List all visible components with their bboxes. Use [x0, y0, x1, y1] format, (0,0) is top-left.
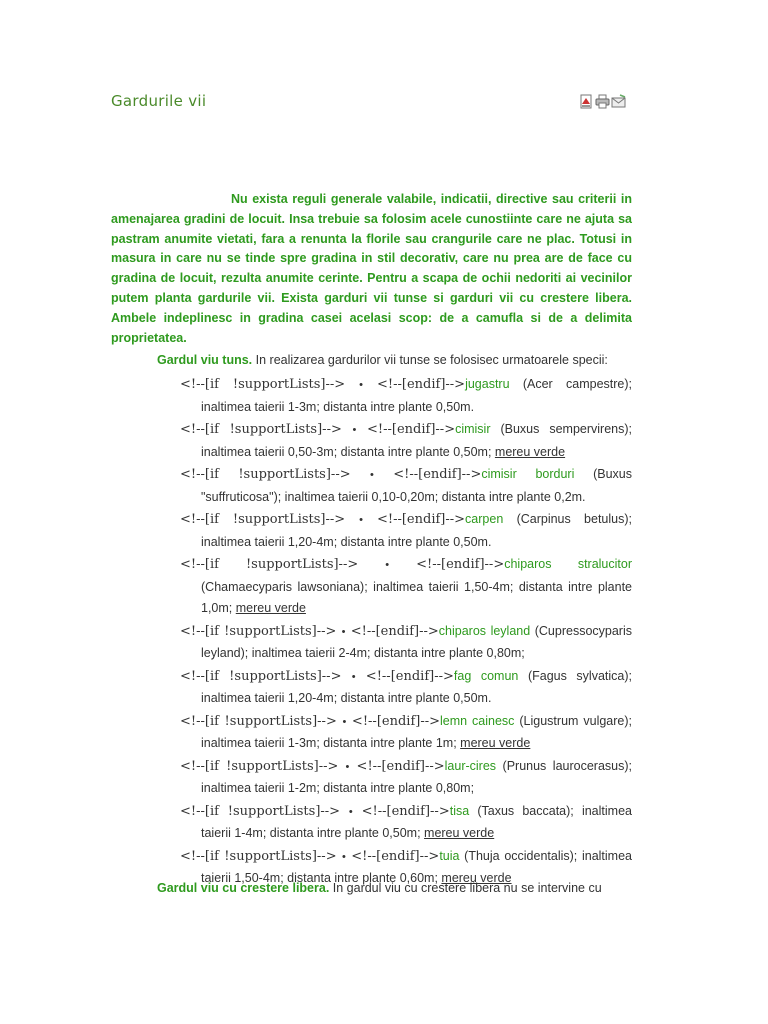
conditional-comment-open: <!--[if !supportLists]-->	[180, 668, 342, 684]
plant-details: (Chamaecyparis lawsoniana); inaltimea taierii 1,50-4m; distanta intre plante 1,0m;	[201, 579, 632, 615]
conditional-comment-close: <!--[endif]-->	[356, 758, 445, 774]
list-item	[180, 374, 632, 418]
conditional-comment-close: <!--[endif]-->	[376, 377, 466, 392]
bullet: •	[385, 559, 390, 571]
conditional-comment-close: <!--[endif]-->	[361, 803, 450, 819]
plant-name: chiparos leyland	[438, 623, 531, 638]
list-item	[180, 464, 632, 508]
plant-name: tuia	[439, 848, 460, 863]
plant-details: (Buxus "suffruticosa"); inaltimea taierii 0,10-0,20m; distanta intre plante 0,2m.	[201, 467, 633, 504]
page-title: Gardurile vii	[111, 92, 207, 110]
plant-details: (Cupressocyparis leyland); inaltimea taierii 2-4m; distanta intre plante 0,80m;	[201, 623, 632, 660]
conditional-comment-close: <!--[endif]-->	[350, 623, 439, 639]
plant-name: jugastru	[465, 377, 510, 391]
bullet: •	[341, 625, 346, 638]
section-crestere-libera	[157, 878, 632, 898]
section-heading: Gardul viu cu crestere libera.	[157, 881, 330, 895]
conditional-comment-open: <!--[if !supportLists]-->	[180, 557, 359, 572]
list-item	[180, 621, 632, 665]
plant-name: cimisir	[455, 422, 491, 436]
conditional-comment-open: <!--[if !supportLists]-->	[180, 422, 342, 437]
plant-name: carpen	[465, 512, 504, 526]
conditional-comment-open: <!--[if !supportLists]-->	[180, 713, 337, 729]
plant-details: (Carpinus betulus); inaltimea taierii 1,20-4m; distanta intre plante 0,50m.	[201, 512, 632, 549]
conditional-comment-close: <!--[endif]-->	[376, 512, 466, 527]
plant-name: laur-cires	[444, 758, 497, 773]
plant-name: chiparos stralucitor	[504, 557, 632, 571]
list-item	[180, 554, 632, 620]
email-icon[interactable]	[611, 94, 626, 109]
conditional-comment-open: <!--[if !supportLists]-->	[180, 377, 346, 392]
bullet: •	[370, 469, 374, 481]
plant-details: (Thuja occidentalis); inaltimea taierii 1,50-4m; distanta intre plante 0,60m;	[201, 848, 633, 885]
bullet: •	[345, 760, 350, 773]
conditional-comment-open: <!--[if !supportLists]-->	[180, 848, 337, 864]
plant-name: cimisir borduri	[481, 467, 575, 481]
list-item	[180, 756, 632, 800]
plant-name: lemn cainesc	[440, 713, 515, 728]
intro-paragraph	[111, 190, 632, 348]
conditional-comment-open: <!--[if !supportLists]-->	[180, 512, 346, 527]
plant-details: (Acer campestre); inaltimea taierii 1-3m; distanta intre plante 0,50m.	[201, 377, 633, 414]
section-text: In gardul viu cu crestere libera nu se intervine cu	[329, 881, 602, 895]
bullet: •	[359, 514, 363, 526]
conditional-comment-close: <!--[endif]-->	[365, 668, 454, 684]
conditional-comment-close: <!--[endif]-->	[393, 467, 482, 482]
evergreen-link[interactable]: mereu verde	[460, 736, 531, 750]
evergreen-link[interactable]: mereu verde	[494, 444, 566, 459]
plant-name: fag comun	[453, 668, 519, 683]
plant-details: (Ligustrum vulgare); inaltimea taierii 1-3m; distanta intre plante 1m;	[201, 713, 633, 750]
pdf-icon[interactable]	[579, 94, 594, 109]
conditional-comment-open: <!--[if !supportLists]-->	[180, 623, 337, 639]
bullet: •	[341, 850, 346, 863]
plant-details: (Taxus baccata); inaltimea taierii 1-4m; distanta intre plante 0,50m;	[201, 803, 632, 840]
bullet: •	[342, 715, 347, 728]
conditional-comment-open: <!--[if !supportLists]-->	[180, 803, 341, 819]
intro-text: Nu exista reguli generale valabile, indicatii, directive sau criterii in amenajarea gradini de locuit. Insa trebuie sa folosim acele cunostiinte care ne ajuta sa pastram anumite vietati, fara a renunta la florile sau crangurile care ne plac. Totusi in masura in care nu se tinde spre gradina in stil decorativ, care nu prea are de face cu gradina de locuit, rezulta anumite cerinte. Pentru a scapa de ochii nedoriti ai vecinilor putem planta gardurile vii. Exista garduri vii tunse si garduri vii cu crestere libera. Ambele indeplinesc in gradina casei acelasi scop: de a camufla si de a delimita proprietatea.	[111, 192, 632, 345]
list-item	[180, 666, 632, 710]
section-heading: Gardul viu tuns.	[157, 353, 253, 367]
bullet: •	[348, 805, 353, 818]
section-text: In realizarea gardurilor vii tunse se folosisec urmatoarele specii:	[252, 353, 608, 367]
plant-name: tisa	[449, 803, 470, 818]
plant-details: (Prunus laurocerasus); inaltimea taierii 1-2m; distanta intre plante 0,80m;	[201, 758, 632, 795]
list-item	[180, 419, 632, 463]
section-tuns	[157, 350, 632, 370]
plant-details: (Buxus sempervirens); inaltimea taierii 0,50-3m; distanta intre plante 0,50m;	[201, 422, 633, 459]
list-item	[180, 711, 632, 755]
conditional-comment-open: <!--[if !supportLists]-->	[180, 758, 339, 774]
conditional-comment-close: <!--[endif]-->	[351, 848, 440, 864]
list-item	[180, 509, 632, 553]
conditional-comment-open: <!--[if !supportLists]-->	[180, 467, 351, 482]
evergreen-link[interactable]: mereu verde	[235, 601, 306, 615]
bullet: •	[352, 424, 357, 436]
species-list	[180, 374, 632, 891]
evergreen-link[interactable]: mereu verde	[424, 826, 495, 840]
bullet: •	[351, 670, 356, 683]
print-icon[interactable]	[595, 94, 610, 109]
conditional-comment-close: <!--[endif]-->	[351, 713, 441, 729]
conditional-comment-close: <!--[endif]-->	[416, 557, 505, 572]
plant-details: (Fagus sylvatica); inaltimea taierii 1,20-4m; distanta intre plante 0,50m.	[201, 668, 632, 705]
evergreen-link[interactable]: mereu verde	[441, 871, 512, 885]
conditional-comment-close: <!--[endif]-->	[367, 422, 456, 437]
bullet: •	[359, 379, 364, 391]
list-item	[180, 801, 632, 845]
article-toolbar	[579, 94, 626, 109]
